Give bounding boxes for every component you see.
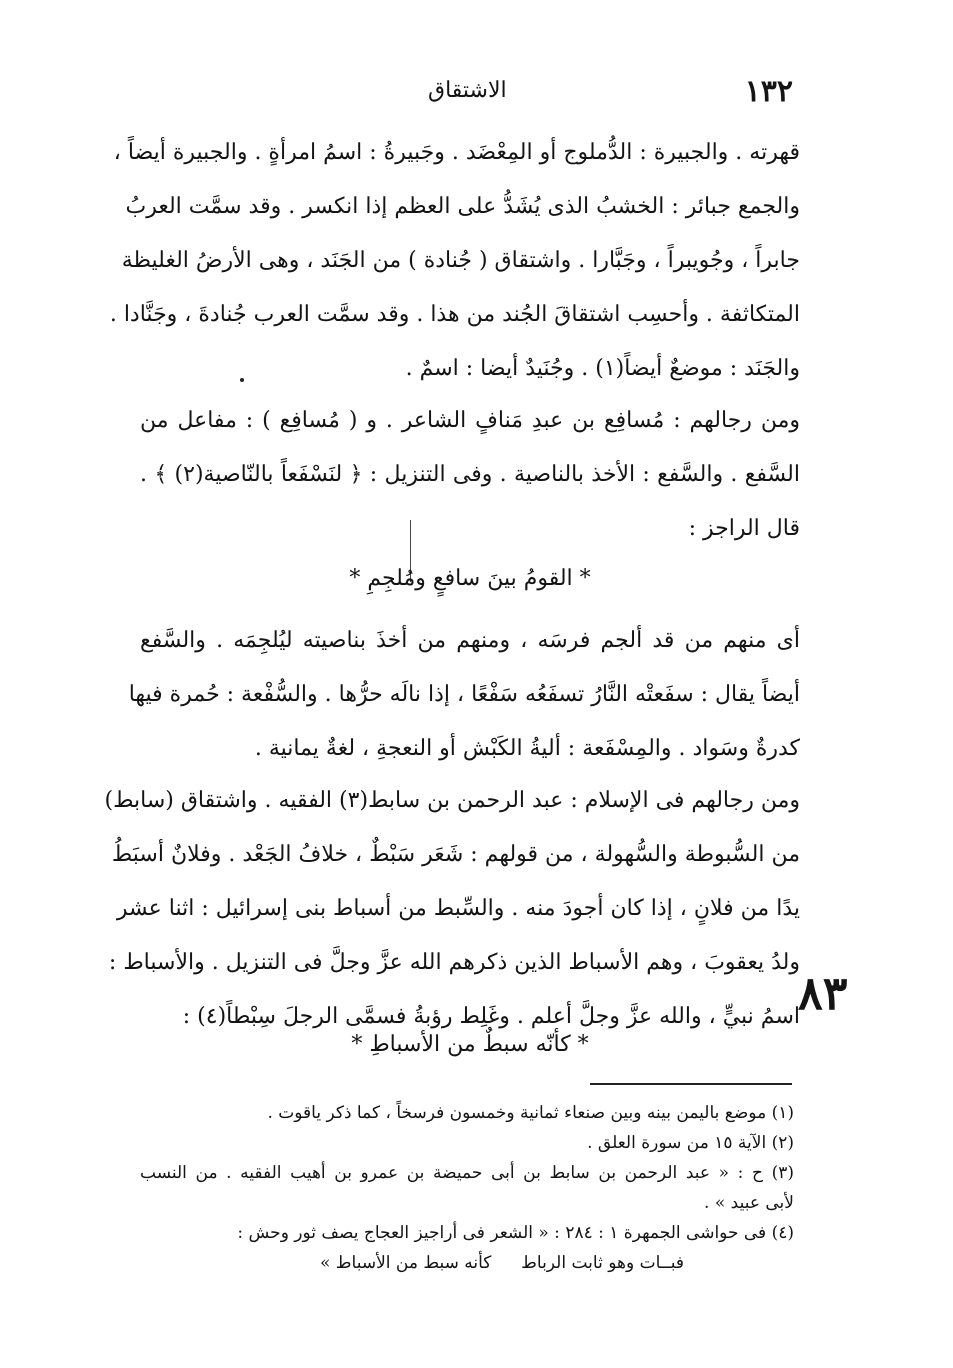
paragraph-safa	[128, 614, 800, 776]
verse-rajaz-1: * القومُ بينَ سافعٍ ومُلجِمِ *	[349, 566, 591, 591]
text-line: والجمع جبائر : الخشبُ الذى يُشَدُّ على العظم إذا انكسر . وقد سمَّت العربُ	[125, 194, 800, 219]
paragraph-jabira	[109, 126, 800, 396]
running-title: الاشتقاق	[428, 78, 507, 103]
paragraph-sabit	[104, 774, 800, 1044]
verse-hemistich-right: فبــات وهو ثابت الرباط	[521, 1253, 684, 1273]
footnote-1: (١) موضع باليمن بينه وبين صنعاء ثمانية وخمسون فرسخاً ، كما ذكر ياقوت .	[267, 1103, 794, 1123]
page-number: ١٣٢	[744, 74, 793, 109]
text-line: والجَنَد : موضعٌ أيضاً(١) . وجُنَيدٌ أيضا : اسمٌ .	[405, 356, 800, 381]
text-line: قهرته . والجبيرة : الدُّملوج أو المِعْضَد . وجَبيرةُ : اسمُ امرأةٍ . والجبيرة أيضاً ،	[113, 140, 800, 165]
text-line: قال الراجز :	[688, 516, 800, 541]
text-line: جابراً ، وجُويبراً ، وجَبَّارا . واشتقاق ( جُنادة ) من الجَنَد ، وهى الأرضُ الغليظة	[121, 248, 800, 273]
footnote-3: (٣) ح : « عبد الرحمن بن سابط بن أبى حميضة بن عمرو بن أهيب الفقيه . من النسب	[140, 1163, 794, 1183]
text-line: ولدُ يعقوبَ ، وهم الأسباط الذين ذكرهم الله عزَّ وجلَّ فى التنزيل . والأسباط :	[108, 950, 800, 975]
margin-number: ٨٣	[798, 966, 848, 1020]
paragraph-musafi	[140, 394, 800, 556]
footnote-2: (٢) الآية ١٥ من سورة العلق .	[587, 1133, 794, 1153]
footnote-rule	[590, 1083, 792, 1085]
text-line: السَّفع . والسَّفع : الأخذ بالناصية . وفى التنزيل : ﴿ لنَسْفَعاً بالنّاصية(٢) ﴾ .	[140, 462, 800, 487]
footnote-4: (٤) فى حواشى الجمهرة ١ : ٢٨٤ : « الشعر فى أراجيز العجاج يصف ثور وحش :	[237, 1223, 794, 1243]
footnotes	[140, 1098, 794, 1278]
text-line: كدرةٌ وسَواد . والمِسْفَعة : أليةُ الكَبْش أو النعجةِ ، لغةٌ يمانية .	[254, 736, 800, 761]
footnote-3-continued: لأبى عبيد » .	[704, 1193, 794, 1213]
text-line: من السُّبوطة والسُّهولة ، من قولهم : شَعَر سَبْطٌ ، خلافُ الجَعْد . وفلانٌ أسبَطُ	[111, 842, 800, 867]
text-line: ومن رجالهم : مُسافِع بن عبدِ مَنافٍ الشاعر . و ( مُسافِع ) : مفاعل من	[140, 408, 800, 433]
text-line: المتكاثفة . وأحسِب اشتقاقَ الجُند من هذا . وقد سمَّت العرب جُنادةَ ، وجَنَّادا .	[109, 302, 800, 327]
text-line: يدًا من فلانٍ ، إذا كان أجودَ منه . والسِّبط من أسباط بنى إسرائيل : اثنا عشر	[116, 896, 800, 921]
text-line: أى منهم من قد ألجم فرسَه ، ومنهم من أخذَ بناصيته ليُلجِمَه . والسَّفع	[140, 628, 800, 653]
verse-hemistich-left: كأنه سبط من الأسباط »	[320, 1253, 492, 1273]
text-line: ومن رجالهم فى الإسلام : عبد الرحمن بن سابط(٣) الفقيه . واشتقاق (سابط)	[104, 788, 800, 813]
verse-rajaz-2: * كأنّه سبطٌ من الأسباطِ *	[351, 1032, 589, 1057]
text-line: اسمُ نبيٍّ ، والله عزَّ وجلَّ أعلم . وغَلِط رؤبةُ فسمَّى الرجلَ سِبْطاً(٤) :	[182, 1004, 800, 1029]
footnote-4-verse	[140, 1248, 794, 1278]
text-line: أيضاً يقال : سفَعتْه النَّارُ تسفَعُه سَفْعًا ، إذا نالَه حرُّها . والسُّفْعة : حُمرة فيها	[128, 682, 800, 707]
